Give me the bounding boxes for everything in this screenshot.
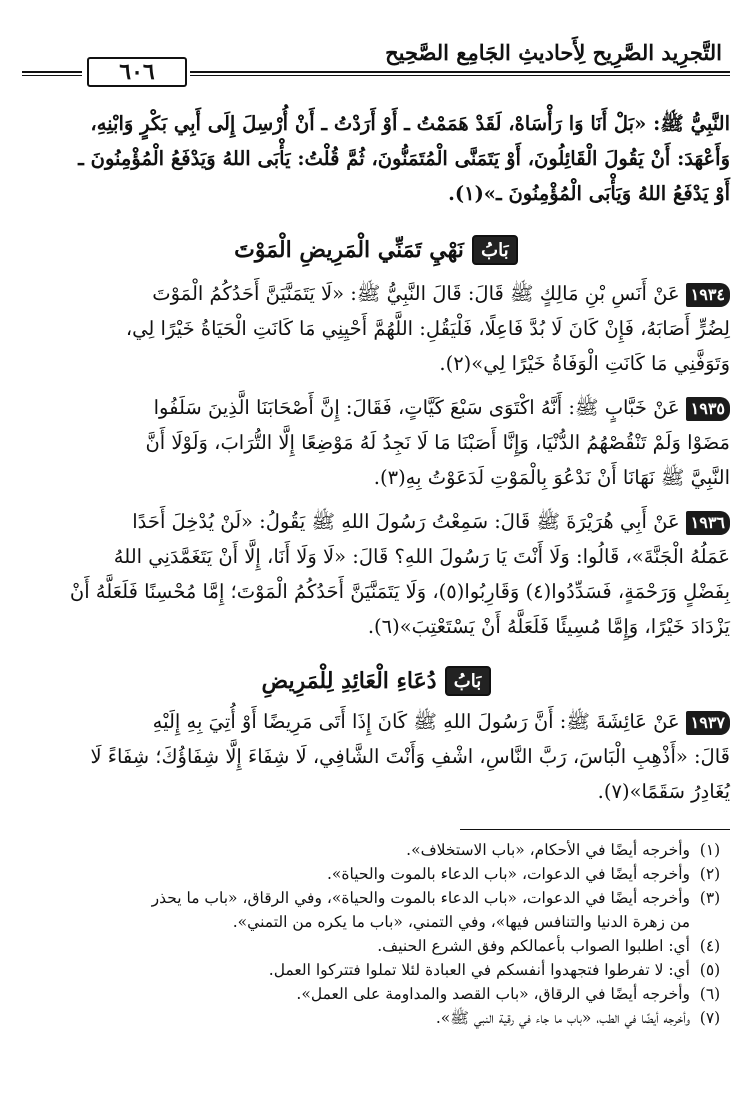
hadith-text: عَنْ أَنَسِ بْنِ مَالِكٍ ﷺ قَالَ: قَالَ النَّبِيُّ ﷺ: «لَا يَتَمَنَّيَنَّ أَحَدُكُمُ الْمَوْتَ لِضُرٍّ أَصَابَهُ، فَإِنْ كَانَ لَا بُدَّ فَاعِلًا، فَلْيَقُلِ: اللَّهُمَّ أَحْيِنِي مَا كَانَتِ الْحَيَاةُ خَيْرًا لِي، وَتَوَفَّنِي مَا كَانَتِ الْوَفَاةُ خَيْرًا لِي»(٢). (125, 282, 730, 375)
chapter-title: دُعَاءِ الْعَائِدِ لِلْمَرِيضِ (261, 668, 437, 694)
hadith-1936 (22, 504, 730, 644)
footnote-text: وأخرجه أيضًا في الدعوات، «باب الدعاء بالموت والحياة». (326, 865, 690, 883)
footnote-number: (١) (699, 841, 721, 859)
chapter-heading-2 (22, 663, 730, 699)
hadith-number: ١٩٣٥ (686, 397, 730, 421)
footnote-text: وأخرجه أيضًا في الدعوات، «باب الدعاء بالموت والحياة»، وفي الرقاق، «باب ما يحذر من زهرة الدنيا والتنافس فيها»، وفي التمني، «باب ما يكره من التمني». (151, 889, 690, 931)
chapter-label: بَابُ (445, 666, 491, 696)
hadith-text: عَنْ خَبَّابٍ ﷺ: أَنَّهُ اكْتَوَى سَبْعَ كَيَّاتٍ، فَقَالَ: إِنَّ أَصْحَابَنَا الَّذِينَ سَلَفُوا مَضَوْا وَلَمْ تَنْقُصْهُمُ الدُّنْيَا، وَإِنَّا أَصَبْنَا مَا لَا نَجِدُ لَهُ مَوْضِعًا إِلَّا التُّرَابَ، وَلَوْلَا أَنَّ النَّبِيَّ ﷺ نَهَانَا أَنْ نَدْعُوَ بِالْمَوْتِ لَدَعَوْتُ بِهِ(٣). (145, 396, 730, 489)
footnote-number: (٤) (699, 937, 721, 955)
footnote-separator (460, 829, 730, 830)
chapter-label: بَابُ (472, 235, 518, 265)
footnote (22, 838, 730, 862)
footnote-text: وأخرجه أيضًا في الطب، «باب ما جاء في رقية النبي ﷺ». (435, 1009, 690, 1027)
chapter-heading-1 (22, 232, 730, 268)
footnote (22, 862, 730, 886)
intro-paragraph: النَّبِيُّ ﷺ: «بَلْ أَنَا وَا رَأْسَاهْ، لَقَدْ هَمَمْتُ ـ أَوْ أَرَدْتُ ـ أَنْ أُرْسِلَ إِلَى أَبِي بَكْرٍ وَابْنِهِ، وَأَعْهَدَ: أَنْ يَقُولَ الْقَائِلُونَ، أَوْ يَتَمَنَّى الْمُتَمَنُّونَ، ثُمَّ قُلْتُ: يَأْبَى اللهُ وَيَدْفَعُ الْمُؤْمِنُونَ ـ أَوْ يَدْفَعُ اللهُ وَيَأْبَى الْمُؤْمِنُونَ ـ»(١). (78, 112, 730, 205)
hadith-1937 (22, 704, 730, 809)
footnote-number: (٢) (699, 865, 721, 883)
header-rule-left (22, 71, 82, 73)
hadith-number: ١٩٣٤ (686, 283, 730, 307)
footnote (22, 886, 730, 934)
footnote-number: (٥) (699, 961, 721, 979)
hadith-text: عَنْ أَبِي هُرَيْرَةَ ﷺ قَالَ: سَمِعْتُ رَسُولَ اللهِ ﷺ يَقُولُ: «لَنْ يُدْخِلَ أَحَدًا عَمَلُهُ الْجَنَّةَ»، قَالُوا: وَلَا أَنْتَ يَا رَسُولَ اللهِ؟ قَالَ: «لَا وَلَا أَنَا، إِلَّا أَنْ يَتَغَمَّدَنِي اللهُ بِفَضْلٍ وَرَحْمَةٍ، فَسَدِّدُوا(٤) وَقَارِبُوا(٥)، وَلَا يَتَمَنَّيَنَّ أَحَدُكُمُ الْمَوْتَ؛ إِمَّا مُحْسِنًا فَلَعَلَّهُ أَنْ يَزْدَادَ خَيْرًا، وَإِمَّا مُسِيئًا فَلَعَلَّهُ أَنْ يَسْتَعْتِبَ»(٦). (69, 510, 730, 638)
footnote (22, 934, 730, 958)
footnotes (22, 838, 730, 1030)
footnote-text: وأخرجه أيضًا في الأحكام، «باب الاستخلاف». (406, 841, 690, 859)
page-number: ٦٠٦ (87, 57, 187, 87)
hadith-number: ١٩٣٧ (686, 711, 730, 735)
footnote-number: (٦) (699, 985, 721, 1003)
header-rule (190, 71, 730, 73)
footnote-text: أي: لا تفرطوا فتجهدوا أنفسكم في العبادة لئلا تملوا فتتركوا العمل. (268, 961, 690, 979)
footnote (22, 1006, 730, 1030)
page-header (22, 26, 730, 96)
footnote-number: (٧) (699, 1009, 721, 1027)
footnote (22, 958, 730, 982)
footnote-text: وأخرجه أيضًا في الرقاق، «باب القصد والمداومة على العمل». (296, 985, 690, 1003)
footnote (22, 982, 730, 1006)
header-rule-thin (190, 75, 730, 76)
hadith-text: عَنْ عَائِشَةَ ﷺ: أَنَّ رَسُولَ اللهِ ﷺ كَانَ إِذَا أَتَى مَرِيضًا أَوْ أُتِيَ بِهِ إِلَيْهِ قَالَ: «أَذْهِبِ الْبَاسَ، رَبَّ النَّاسِ، اشْفِ وَأَنْتَ الشَّافِي، لَا شِفَاءَ إِلَّا شِفَاؤُكَ؛ شِفَاءً لَا يُغَادِرُ سَقَمًا»(٧). (90, 710, 730, 803)
hadith-1935 (22, 390, 730, 495)
footnote-text: أي: اطلبوا الصواب بأعمالكم وفق الشرع الحنيف. (377, 937, 690, 955)
chapter-title: نَهْيِ تَمَنِّي الْمَرِيضِ الْمَوْتَ (234, 237, 464, 263)
running-title: التَّجرِيد الصَّرِيح لِأَحاديثِ الجَامِع الصَّحِيح (385, 40, 722, 65)
header-rule-left-thin (22, 75, 82, 76)
hadith-number: ١٩٣٦ (686, 511, 730, 535)
footnote-number: (٣) (699, 889, 721, 907)
hadith-1934 (22, 276, 730, 381)
intro-paragraph-block (22, 106, 730, 211)
